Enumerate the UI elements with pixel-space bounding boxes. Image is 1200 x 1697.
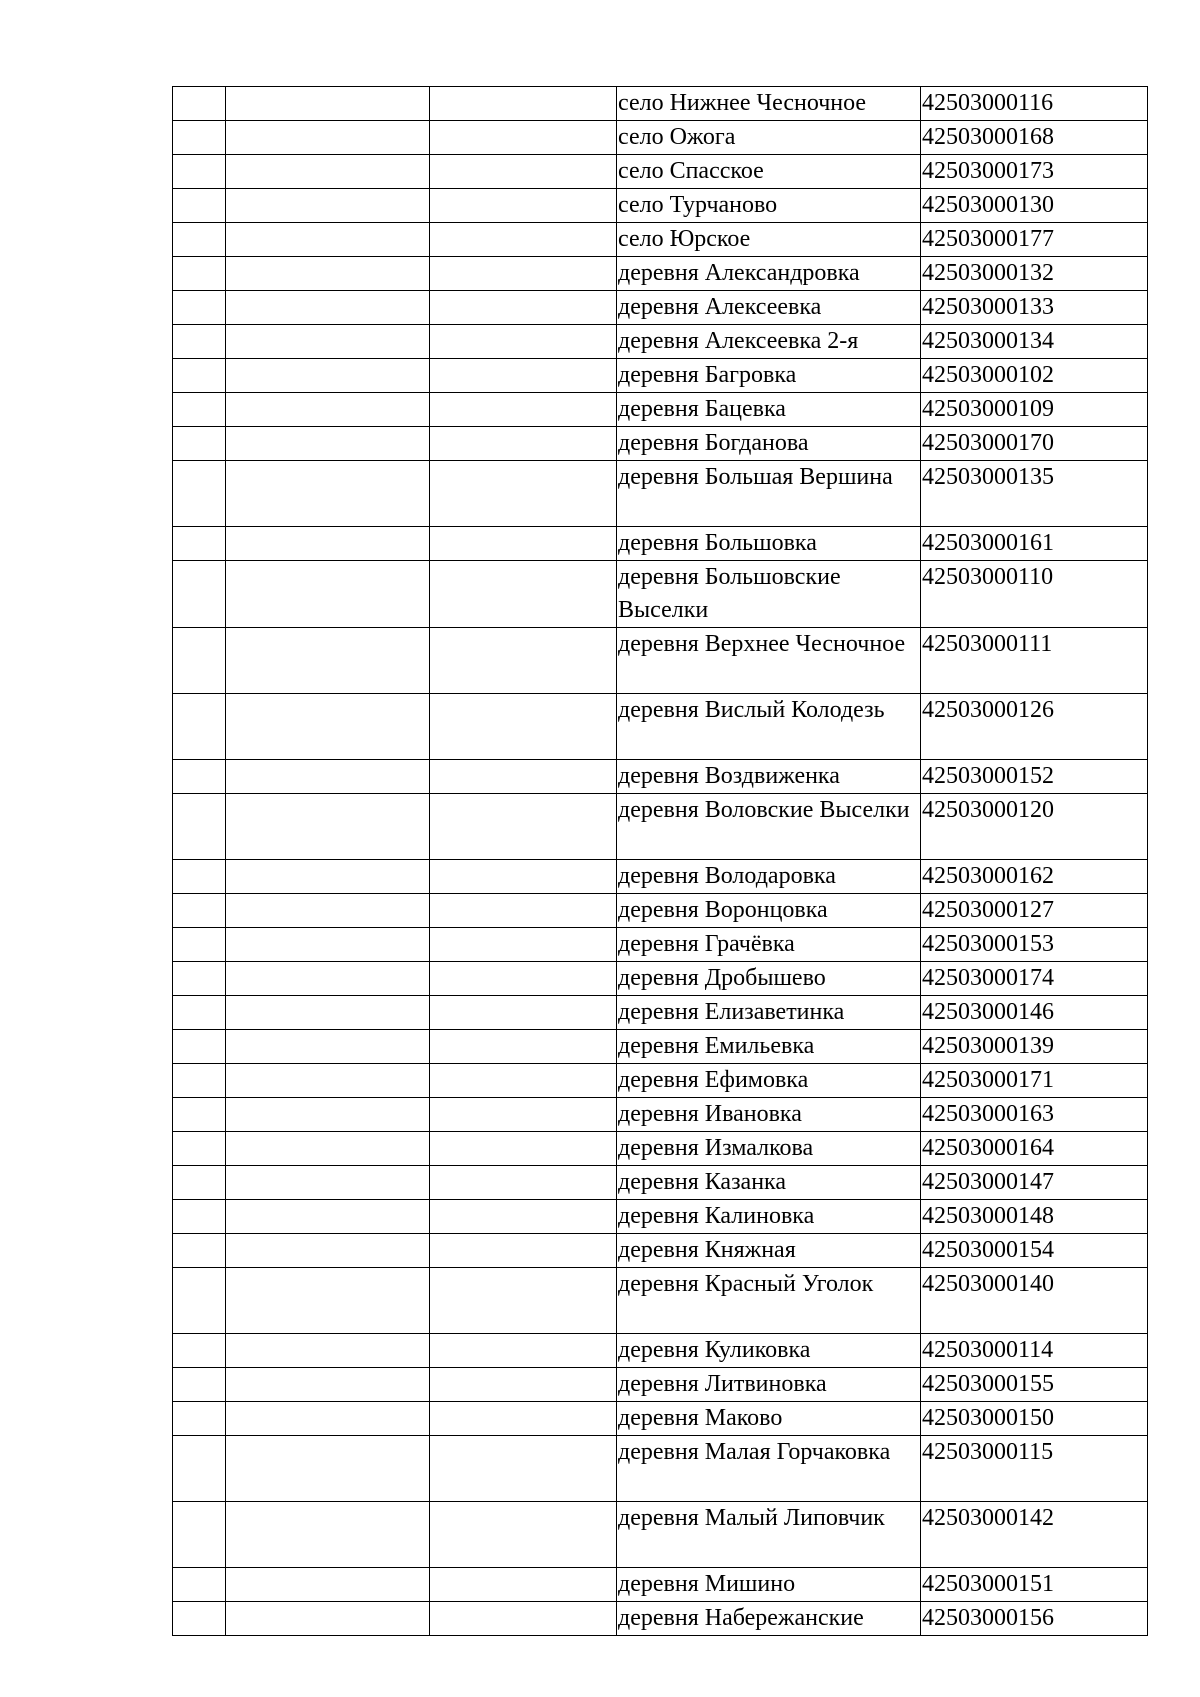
oktmo-code-cell: 42503000164 xyxy=(921,1132,1148,1166)
settlement-name-cell: деревня Верхнее Чесночное xyxy=(617,628,921,694)
col-1-cell xyxy=(173,1268,226,1334)
col-2-cell xyxy=(226,291,430,325)
col-1-cell xyxy=(173,628,226,694)
col-1-cell xyxy=(173,87,226,121)
table-row xyxy=(173,1234,1148,1268)
col-2-cell xyxy=(226,1200,430,1234)
oktmo-code-cell: 42503000173 xyxy=(921,155,1148,189)
settlement-name-cell: деревня Большовка xyxy=(617,527,921,561)
settlement-name-cell: деревня Вислый Колодезь xyxy=(617,694,921,760)
settlement-name-cell: деревня Большая Вершина xyxy=(617,461,921,527)
col-2-cell xyxy=(226,962,430,996)
col-2-cell xyxy=(226,1334,430,1368)
col-3-cell xyxy=(430,1334,617,1368)
table-row xyxy=(173,325,1148,359)
col-3-cell xyxy=(430,461,617,527)
oktmo-code-cell: 42503000156 xyxy=(921,1602,1148,1636)
col-3-cell xyxy=(430,894,617,928)
oktmo-code-cell: 42503000130 xyxy=(921,189,1148,223)
table-row xyxy=(173,1064,1148,1098)
oktmo-code-cell: 42503000174 xyxy=(921,962,1148,996)
col-2-cell xyxy=(226,189,430,223)
settlement-name-cell: деревня Александровка xyxy=(617,257,921,291)
table-row xyxy=(173,628,1148,694)
col-3-cell xyxy=(430,561,617,628)
settlement-name-cell: село Нижнее Чесночное xyxy=(617,87,921,121)
col-2-cell xyxy=(226,461,430,527)
settlement-name-cell: село Турчаново xyxy=(617,189,921,223)
col-2-cell xyxy=(226,1030,430,1064)
col-2-cell xyxy=(226,87,430,121)
col-3-cell xyxy=(430,1166,617,1200)
oktmo-code-cell: 42503000150 xyxy=(921,1402,1148,1436)
col-3-cell xyxy=(430,325,617,359)
oktmo-code-cell: 42503000114 xyxy=(921,1334,1148,1368)
oktmo-code-cell: 42503000163 xyxy=(921,1098,1148,1132)
oktmo-code-cell: 42503000132 xyxy=(921,257,1148,291)
col-3-cell xyxy=(430,962,617,996)
oktmo-code-cell: 42503000102 xyxy=(921,359,1148,393)
col-2-cell xyxy=(226,121,430,155)
col-1-cell xyxy=(173,461,226,527)
col-2-cell xyxy=(226,928,430,962)
col-3-cell xyxy=(430,223,617,257)
col-2-cell xyxy=(226,325,430,359)
col-2-cell xyxy=(226,794,430,860)
oktmo-code-cell: 42503000115 xyxy=(921,1436,1148,1502)
settlement-name-cell: деревня Богданова xyxy=(617,427,921,461)
settlement-name-cell: деревня Ефимовка xyxy=(617,1064,921,1098)
settlement-name-cell: деревня Княжная xyxy=(617,1234,921,1268)
oktmo-code-cell: 42503000133 xyxy=(921,291,1148,325)
col-1-cell xyxy=(173,1132,226,1166)
col-3-cell xyxy=(430,87,617,121)
col-3-cell xyxy=(430,694,617,760)
col-3-cell xyxy=(430,1402,617,1436)
col-2-cell xyxy=(226,359,430,393)
col-1-cell xyxy=(173,694,226,760)
table-row xyxy=(173,87,1148,121)
col-3-cell xyxy=(430,794,617,860)
table-row xyxy=(173,461,1148,527)
col-2-cell xyxy=(226,155,430,189)
oktmo-code-cell: 42503000152 xyxy=(921,760,1148,794)
settlement-name-cell: деревня Малый Липовчик xyxy=(617,1502,921,1568)
table-row xyxy=(173,694,1148,760)
settlement-name-cell: деревня Большовские Выселки xyxy=(617,561,921,628)
settlement-name-cell: деревня Измалкова xyxy=(617,1132,921,1166)
settlement-name-cell: деревня Малая Горчаковка xyxy=(617,1436,921,1502)
col-3-cell xyxy=(430,1368,617,1402)
col-3-cell xyxy=(430,1132,617,1166)
table-row xyxy=(173,257,1148,291)
table-row xyxy=(173,794,1148,860)
settlement-name-cell: деревня Володаровка xyxy=(617,860,921,894)
settlement-name-cell: деревня Емильевка xyxy=(617,1030,921,1064)
col-1-cell xyxy=(173,1402,226,1436)
table-row xyxy=(173,359,1148,393)
oktmo-code-cell: 42503000147 xyxy=(921,1166,1148,1200)
col-2-cell xyxy=(226,561,430,628)
col-1-cell xyxy=(173,860,226,894)
col-3-cell xyxy=(430,155,617,189)
col-2-cell xyxy=(226,694,430,760)
col-2-cell xyxy=(226,996,430,1030)
settlement-name-cell: деревня Воздвиженка xyxy=(617,760,921,794)
table-row xyxy=(173,1334,1148,1368)
col-1-cell xyxy=(173,1502,226,1568)
col-1-cell xyxy=(173,1568,226,1602)
oktmo-code-cell: 42503000111 xyxy=(921,628,1148,694)
oktmo-code-cell: 42503000153 xyxy=(921,928,1148,962)
col-1-cell xyxy=(173,427,226,461)
col-1-cell xyxy=(173,996,226,1030)
table-row xyxy=(173,1098,1148,1132)
col-3-cell xyxy=(430,393,617,427)
col-1-cell xyxy=(173,1602,226,1636)
col-2-cell xyxy=(226,1132,430,1166)
col-3-cell xyxy=(430,527,617,561)
col-2-cell xyxy=(226,527,430,561)
col-1-cell xyxy=(173,794,226,860)
settlement-name-cell: деревня Воронцовка xyxy=(617,894,921,928)
oktmo-code-cell: 42503000171 xyxy=(921,1064,1148,1098)
col-3-cell xyxy=(430,257,617,291)
col-2-cell xyxy=(226,223,430,257)
col-1-cell xyxy=(173,257,226,291)
settlement-name-cell: деревня Воловские Выселки xyxy=(617,794,921,860)
table-row xyxy=(173,1602,1148,1636)
col-2-cell xyxy=(226,1166,430,1200)
col-3-cell xyxy=(430,1502,617,1568)
col-2-cell xyxy=(226,1402,430,1436)
col-3-cell xyxy=(430,121,617,155)
oktmo-code-cell: 42503000139 xyxy=(921,1030,1148,1064)
col-3-cell xyxy=(430,1098,617,1132)
col-1-cell xyxy=(173,1064,226,1098)
oktmo-code-cell: 42503000161 xyxy=(921,527,1148,561)
table-row xyxy=(173,928,1148,962)
col-3-cell xyxy=(430,1568,617,1602)
settlement-name-cell: село Ожога xyxy=(617,121,921,155)
settlement-name-cell: деревня Алексеевка xyxy=(617,291,921,325)
oktmo-code-cell: 42503000162 xyxy=(921,860,1148,894)
table-row xyxy=(173,155,1148,189)
col-3-cell xyxy=(430,189,617,223)
table-row xyxy=(173,427,1148,461)
table-row xyxy=(173,1436,1148,1502)
col-3-cell xyxy=(430,996,617,1030)
col-2-cell xyxy=(226,1368,430,1402)
settlement-name-cell: деревня Бацевка xyxy=(617,393,921,427)
settlement-name-cell: село Юрское xyxy=(617,223,921,257)
col-1-cell xyxy=(173,962,226,996)
oktmo-code-cell: 42503000140 xyxy=(921,1268,1148,1334)
settlement-name-cell: деревня Маково xyxy=(617,1402,921,1436)
table-row xyxy=(173,393,1148,427)
col-2-cell xyxy=(226,1268,430,1334)
settlement-name-cell: деревня Красный Уголок xyxy=(617,1268,921,1334)
table-row xyxy=(173,527,1148,561)
oktmo-code-cell: 42503000116 xyxy=(921,87,1148,121)
col-3-cell xyxy=(430,1200,617,1234)
col-1-cell xyxy=(173,189,226,223)
oktmo-code-cell: 42503000135 xyxy=(921,461,1148,527)
col-2-cell xyxy=(226,427,430,461)
table-body xyxy=(173,87,1148,1636)
col-2-cell xyxy=(226,1234,430,1268)
table-row xyxy=(173,1166,1148,1200)
oktmo-code-cell: 42503000146 xyxy=(921,996,1148,1030)
table-row xyxy=(173,1568,1148,1602)
col-1-cell xyxy=(173,223,226,257)
col-1-cell xyxy=(173,1166,226,1200)
table-row xyxy=(173,1030,1148,1064)
table-row xyxy=(173,1200,1148,1234)
table-row xyxy=(173,121,1148,155)
settlement-name-cell: село Спасское xyxy=(617,155,921,189)
oktmo-code-cell: 42503000155 xyxy=(921,1368,1148,1402)
settlement-name-cell: деревня Багровка xyxy=(617,359,921,393)
col-2-cell xyxy=(226,894,430,928)
col-3-cell xyxy=(430,760,617,794)
col-1-cell xyxy=(173,1200,226,1234)
col-3-cell xyxy=(430,359,617,393)
settlement-name-cell: деревня Набережанские xyxy=(617,1602,921,1636)
col-2-cell xyxy=(226,1436,430,1502)
col-3-cell xyxy=(430,928,617,962)
col-2-cell xyxy=(226,860,430,894)
oktmo-code-cell: 42503000134 xyxy=(921,325,1148,359)
oktmo-code-cell: 42503000170 xyxy=(921,427,1148,461)
oktmo-code-cell: 42503000154 xyxy=(921,1234,1148,1268)
table-row xyxy=(173,291,1148,325)
col-3-cell xyxy=(430,1030,617,1064)
settlement-name-cell: деревня Калиновка xyxy=(617,1200,921,1234)
document-page xyxy=(172,86,1148,1636)
oktmo-code-cell: 42503000126 xyxy=(921,694,1148,760)
oktmo-code-cell: 42503000142 xyxy=(921,1502,1148,1568)
settlement-name-cell: деревня Куликовка xyxy=(617,1334,921,1368)
col-2-cell xyxy=(226,760,430,794)
oktmo-code-cell: 42503000168 xyxy=(921,121,1148,155)
col-3-cell xyxy=(430,1064,617,1098)
settlement-name-cell: деревня Литвиновка xyxy=(617,1368,921,1402)
table-row xyxy=(173,962,1148,996)
settlement-name-cell: деревня Ивановка xyxy=(617,1098,921,1132)
oktmo-code-cell: 42503000148 xyxy=(921,1200,1148,1234)
table-row xyxy=(173,561,1148,628)
table-row xyxy=(173,1402,1148,1436)
col-2-cell xyxy=(226,1568,430,1602)
col-3-cell xyxy=(430,427,617,461)
col-1-cell xyxy=(173,1368,226,1402)
table-row xyxy=(173,894,1148,928)
col-3-cell xyxy=(430,1234,617,1268)
oktmo-code-cell: 42503000151 xyxy=(921,1568,1148,1602)
settlement-name-cell: деревня Алексеевка 2-я xyxy=(617,325,921,359)
table-row xyxy=(173,189,1148,223)
col-1-cell xyxy=(173,359,226,393)
oktmo-code-cell: 42503000177 xyxy=(921,223,1148,257)
settlement-name-cell: деревня Грачёвка xyxy=(617,928,921,962)
oktmo-code-cell: 42503000127 xyxy=(921,894,1148,928)
col-1-cell xyxy=(173,1030,226,1064)
col-1-cell xyxy=(173,393,226,427)
col-1-cell xyxy=(173,760,226,794)
col-1-cell xyxy=(173,928,226,962)
col-1-cell xyxy=(173,325,226,359)
settlements-table xyxy=(172,86,1148,1636)
settlement-name-cell: деревня Казанка xyxy=(617,1166,921,1200)
col-1-cell xyxy=(173,1334,226,1368)
col-1-cell xyxy=(173,1098,226,1132)
col-2-cell xyxy=(226,257,430,291)
oktmo-code-cell: 42503000109 xyxy=(921,393,1148,427)
table-row xyxy=(173,860,1148,894)
col-1-cell xyxy=(173,894,226,928)
col-2-cell xyxy=(226,1602,430,1636)
table-row xyxy=(173,760,1148,794)
col-3-cell xyxy=(430,1602,617,1636)
table-row xyxy=(173,1268,1148,1334)
col-3-cell xyxy=(430,628,617,694)
settlement-name-cell: деревня Елизаветинка xyxy=(617,996,921,1030)
settlement-name-cell: деревня Мишино xyxy=(617,1568,921,1602)
col-1-cell xyxy=(173,1234,226,1268)
col-1-cell xyxy=(173,155,226,189)
table-row xyxy=(173,1368,1148,1402)
col-2-cell xyxy=(226,1502,430,1568)
col-3-cell xyxy=(430,291,617,325)
col-2-cell xyxy=(226,1098,430,1132)
table-row xyxy=(173,223,1148,257)
col-2-cell xyxy=(226,628,430,694)
col-3-cell xyxy=(430,1436,617,1502)
col-2-cell xyxy=(226,1064,430,1098)
col-1-cell xyxy=(173,1436,226,1502)
settlement-name-cell: деревня Дробышево xyxy=(617,962,921,996)
col-2-cell xyxy=(226,393,430,427)
col-1-cell xyxy=(173,561,226,628)
table-row xyxy=(173,1132,1148,1166)
col-1-cell xyxy=(173,121,226,155)
table-row xyxy=(173,1502,1148,1568)
table-row xyxy=(173,996,1148,1030)
col-1-cell xyxy=(173,527,226,561)
col-3-cell xyxy=(430,860,617,894)
col-3-cell xyxy=(430,1268,617,1334)
col-1-cell xyxy=(173,291,226,325)
oktmo-code-cell: 42503000120 xyxy=(921,794,1148,860)
oktmo-code-cell: 42503000110 xyxy=(921,561,1148,628)
